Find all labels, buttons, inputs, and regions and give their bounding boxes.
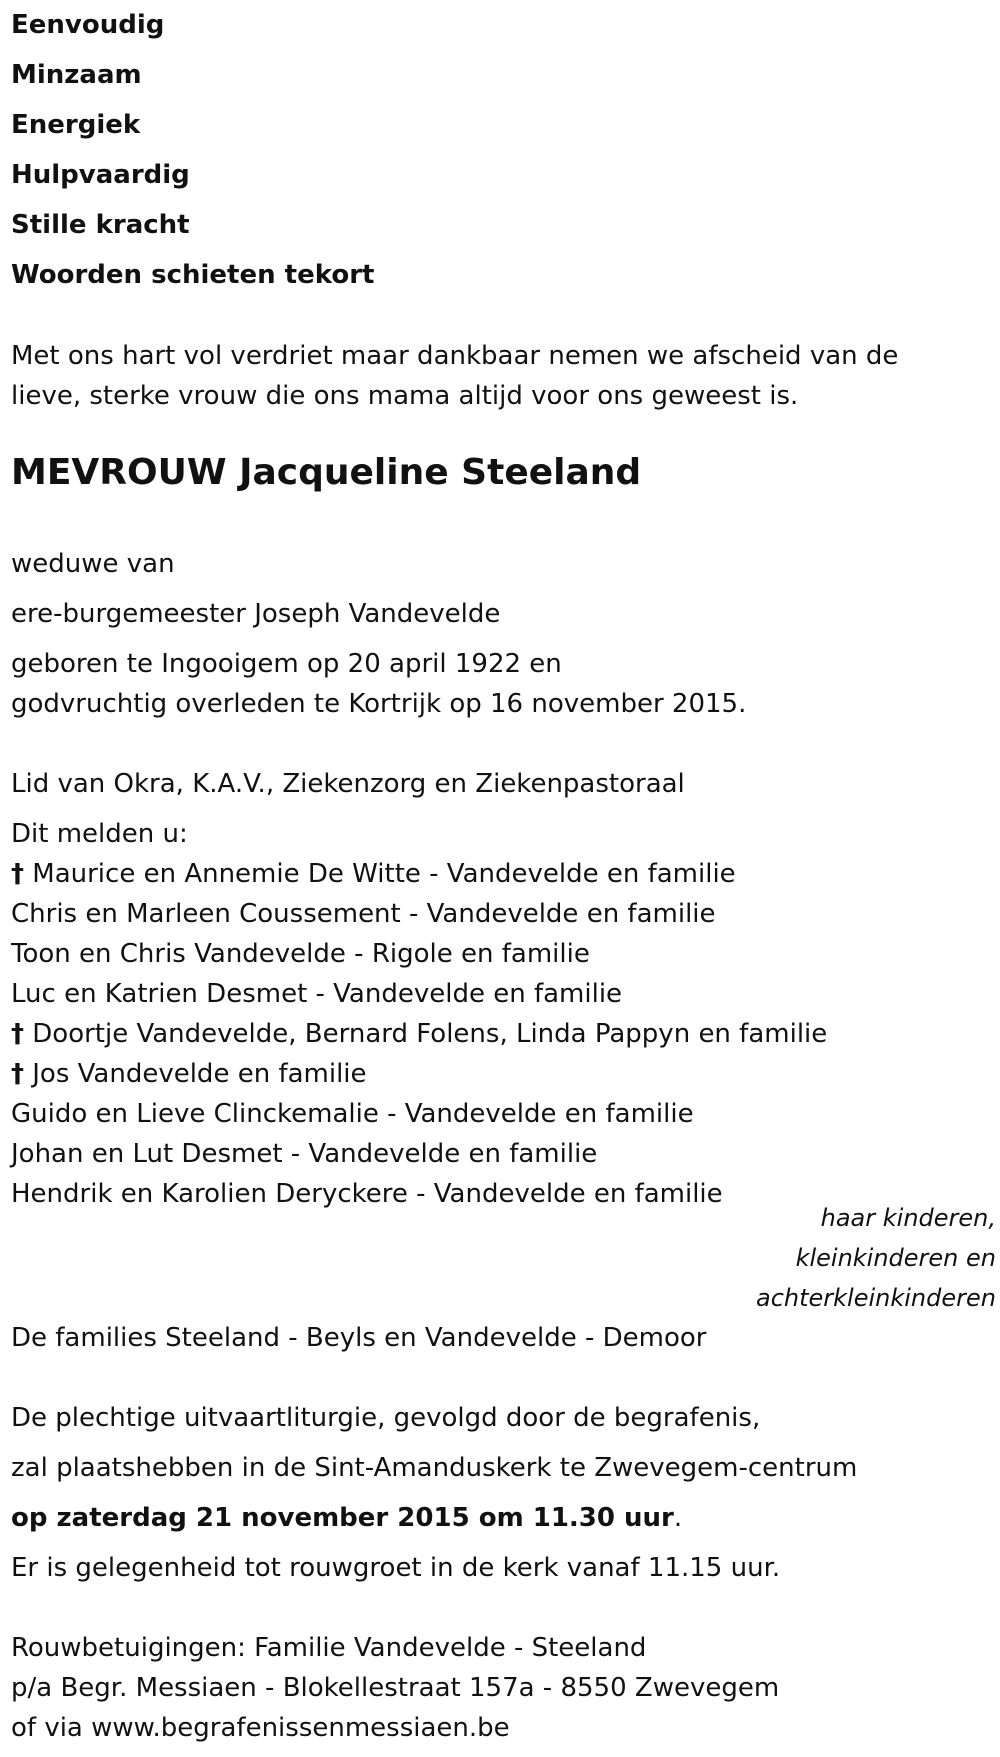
cross-icon: † <box>11 1059 24 1089</box>
virtue-line: Minzaam <box>11 60 142 90</box>
deceased-name: MEVROUW Jacqueline Steeland <box>11 452 642 493</box>
intro-line: Met ons hart vol verdriet maar dankbaar nemen we afscheid van de <box>11 341 899 371</box>
family-line: † Maurice en Annemie De Witte - Vandevelde en familie <box>11 859 736 889</box>
family-line: Hendrik en Karolien Deryckere - Vandevelde en familie <box>11 1179 723 1209</box>
detail-line: geboren te Ingooigem op 20 april 1922 en <box>11 649 562 679</box>
family-line: † Doortje Vandevelde, Bernard Folens, Linda Pappyn en familie <box>11 1019 828 1049</box>
family-line: Johan en Lut Desmet - Vandevelde en familie <box>11 1139 598 1169</box>
cross-icon: † <box>11 859 24 889</box>
families-line: De families Steeland - Beyls en Vandevelde - Demoor <box>11 1323 707 1353</box>
virtue-line: Woorden schieten tekort <box>11 260 375 290</box>
condolence-line: Rouwbetuigingen: Familie Vandevelde - Steeland <box>11 1633 647 1663</box>
relation-line: kleinkinderen en <box>795 1244 996 1272</box>
family-line: Chris en Marleen Coussement - Vandevelde en familie <box>11 899 716 929</box>
detail-line: weduwe van <box>11 549 175 579</box>
detail-line: ere-burgemeester Joseph Vandevelde <box>11 599 501 629</box>
virtue-line: Eenvoudig <box>11 10 165 40</box>
service-line: Er is gelegenheid tot rouwgroet in de kerk vanaf 11.15 uur. <box>11 1553 781 1583</box>
announce-intro: Dit melden u: <box>11 819 188 849</box>
virtue-line: Hulpvaardig <box>11 160 190 190</box>
membership-line: Lid van Okra, K.A.V., Ziekenzorg en Ziekenpastoraal <box>11 769 685 799</box>
service-line: zal plaatshebben in de Sint-Amanduskerk te Zwevegem-centrum <box>11 1453 858 1483</box>
family-line: † Jos Vandevelde en familie <box>11 1059 367 1089</box>
cross-icon: † <box>11 1019 24 1049</box>
detail-line: godvruchtig overleden te Kortrijk op 16 november 2015. <box>11 689 747 719</box>
condolence-line: p/a Begr. Messiaen - Blokellestraat 157a - 8550 Zwevegem <box>11 1673 780 1703</box>
virtue-line: Stille kracht <box>11 210 190 240</box>
family-line: Guido en Lieve Clinckemalie - Vandevelde en familie <box>11 1099 694 1129</box>
relation-line: achterkleinkinderen <box>756 1284 996 1312</box>
intro-line: lieve, sterke vrouw die ons mama altijd voor ons geweest is. <box>11 381 799 411</box>
service-date: op zaterdag 21 november 2015 om 11.30 uur. <box>11 1503 683 1533</box>
relation-line: haar kinderen, <box>820 1204 996 1232</box>
virtue-line: Energiek <box>11 110 141 140</box>
family-line: Luc en Katrien Desmet - Vandevelde en familie <box>11 979 623 1009</box>
condolence-link[interactable]: of via www.begrafenissenmessiaen.be <box>11 1713 510 1743</box>
family-line: Toon en Chris Vandevelde - Rigole en familie <box>11 939 590 969</box>
service-line: De plechtige uitvaartliturgie, gevolgd door de begrafenis, <box>11 1403 761 1433</box>
